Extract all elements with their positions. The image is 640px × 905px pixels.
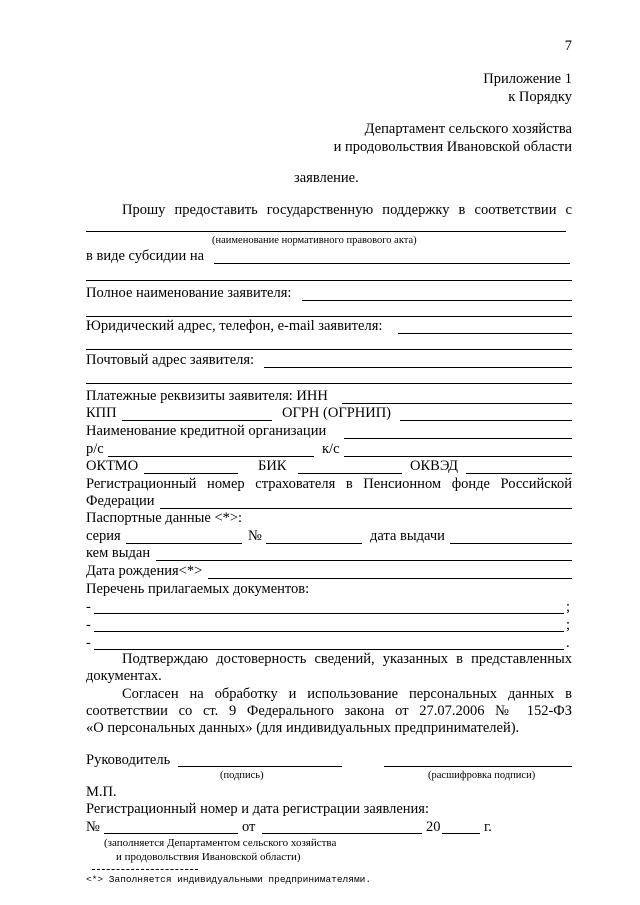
inn-line xyxy=(342,403,572,404)
okved-label: ОКВЭД xyxy=(410,458,459,474)
pension-reg-line-2: Федерации xyxy=(86,493,155,509)
legal-address-line xyxy=(398,333,572,334)
signature-line xyxy=(178,766,342,767)
registration-note-line-2: и продовольствия Ивановской области) xyxy=(116,851,301,863)
postal-address-line xyxy=(264,367,572,368)
head-label: Руководитель xyxy=(86,752,171,768)
bik-line xyxy=(298,473,402,474)
document-line-3 xyxy=(94,649,564,650)
series-line xyxy=(126,543,242,544)
issued-by-line xyxy=(156,560,572,561)
appendix-line-1: Приложение 1 xyxy=(483,71,572,87)
issue-date-label: дата выдачи xyxy=(370,528,445,544)
issue-date-line xyxy=(450,543,572,544)
registration-note-line-1: (заполняется Департаментом сельского хозяйства xyxy=(104,837,337,849)
issued-by-label: кем выдан xyxy=(86,545,151,561)
registration-year-line xyxy=(442,833,480,834)
consent-line-2: соответствии со ст. 9 Федерального закона от 27.07.2006 № 152-ФЗ xyxy=(86,703,572,719)
subsidy-line xyxy=(214,263,570,264)
registration-number-sign: № xyxy=(86,819,100,835)
ogrn-label: ОГРН (ОГРНИП) xyxy=(282,405,392,421)
oktmo-line xyxy=(144,473,238,474)
bank-name-label: Наименование кредитной организации xyxy=(86,423,327,439)
registration-year-suffix: г. xyxy=(484,819,492,835)
full-name-line xyxy=(302,300,572,301)
ks-label: к/с xyxy=(322,441,340,457)
postal-address-label: Почтовый адрес заявителя: xyxy=(86,352,255,368)
bank-name-line xyxy=(344,438,572,439)
legal-address-line-2 xyxy=(86,349,572,350)
registration-from: от xyxy=(242,819,256,835)
bik-label: БИК xyxy=(258,458,287,474)
list-dash-3: - xyxy=(86,635,91,651)
signature-decode-line xyxy=(384,766,572,767)
decode-caption: (расшифровка подписи) xyxy=(428,770,536,781)
doc-title: заявление. xyxy=(294,170,359,186)
registration-number-line xyxy=(104,833,238,834)
documents-list-label: Перечень прилагаемых документов: xyxy=(86,581,310,597)
registration-label: Регистрационный номер и дата регистрации заявления: xyxy=(86,801,429,817)
list-end-3: . xyxy=(566,635,570,651)
addressee-line-1: Департамент сельского хозяйства xyxy=(364,121,572,137)
sign-caption: (подпись) xyxy=(220,770,264,781)
okved-line xyxy=(466,473,572,474)
inn-label: Платежные реквизиты заявителя: ИНН xyxy=(86,388,328,404)
kpp-label: КПП xyxy=(86,405,117,421)
registration-date-line xyxy=(262,833,422,834)
series-label: серия xyxy=(86,528,121,544)
pension-reg-line xyxy=(160,508,572,509)
full-name-line-2 xyxy=(86,316,572,317)
postal-address-line-2 xyxy=(86,383,572,384)
act-caption: (наименование нормативного правового акта) xyxy=(212,235,417,246)
page-number: 7 xyxy=(564,38,572,54)
list-dash-2: - xyxy=(86,617,91,633)
act-name-line xyxy=(86,231,566,232)
passport-label: Паспортные данные <*>: xyxy=(86,510,243,526)
passport-number-label: № xyxy=(248,528,262,544)
kpp-line xyxy=(122,420,272,421)
subsidy-line-2 xyxy=(86,280,572,281)
stamp-label: М.П. xyxy=(86,784,117,800)
full-name-label: Полное наименование заявителя: xyxy=(86,285,292,301)
document-line-2 xyxy=(94,631,564,632)
oktmo-label: ОКТМО xyxy=(86,458,139,474)
passport-number-line xyxy=(266,543,362,544)
ogrn-line xyxy=(400,420,572,421)
legal-address-label: Юридический адрес, телефон, e-mail заявителя: xyxy=(86,318,383,334)
pension-reg-line-1: Регистрационный номер страхователя в Пенсионном фонде Российской xyxy=(86,476,572,492)
list-end-1: ; xyxy=(566,599,571,615)
footnote-separator xyxy=(92,869,198,870)
list-dash-1: - xyxy=(86,599,91,615)
confirm-line-1: Подтверждаю достоверность сведений, указанных в представленных xyxy=(122,651,572,667)
footnote: <*> Заполняется индивидуальными предпринимателями. xyxy=(86,874,372,885)
consent-line-3: «О персональных данных» (для индивидуальных предпринимателей). xyxy=(86,720,520,736)
confirm-line-2: документах. xyxy=(86,668,162,684)
consent-line-1: Согласен на обработку и использование персональных данных в xyxy=(122,686,572,702)
rs-label: р/с xyxy=(86,441,104,457)
appendix-line-2: к Порядку xyxy=(508,89,572,105)
birth-date-line xyxy=(208,578,572,579)
ks-line xyxy=(344,456,572,457)
rs-line xyxy=(108,456,314,457)
registration-year: 20 xyxy=(426,819,441,835)
request-text: Прошу предоставить государственную поддержку в соответствии с xyxy=(122,202,572,218)
subsidy-label: в виде субсидии на xyxy=(86,248,205,264)
document-line-1 xyxy=(94,613,564,614)
birth-date-label: Дата рождения<*> xyxy=(86,563,203,579)
list-end-2: ; xyxy=(566,617,571,633)
addressee-line-2: и продовольствия Ивановской области xyxy=(333,139,572,155)
